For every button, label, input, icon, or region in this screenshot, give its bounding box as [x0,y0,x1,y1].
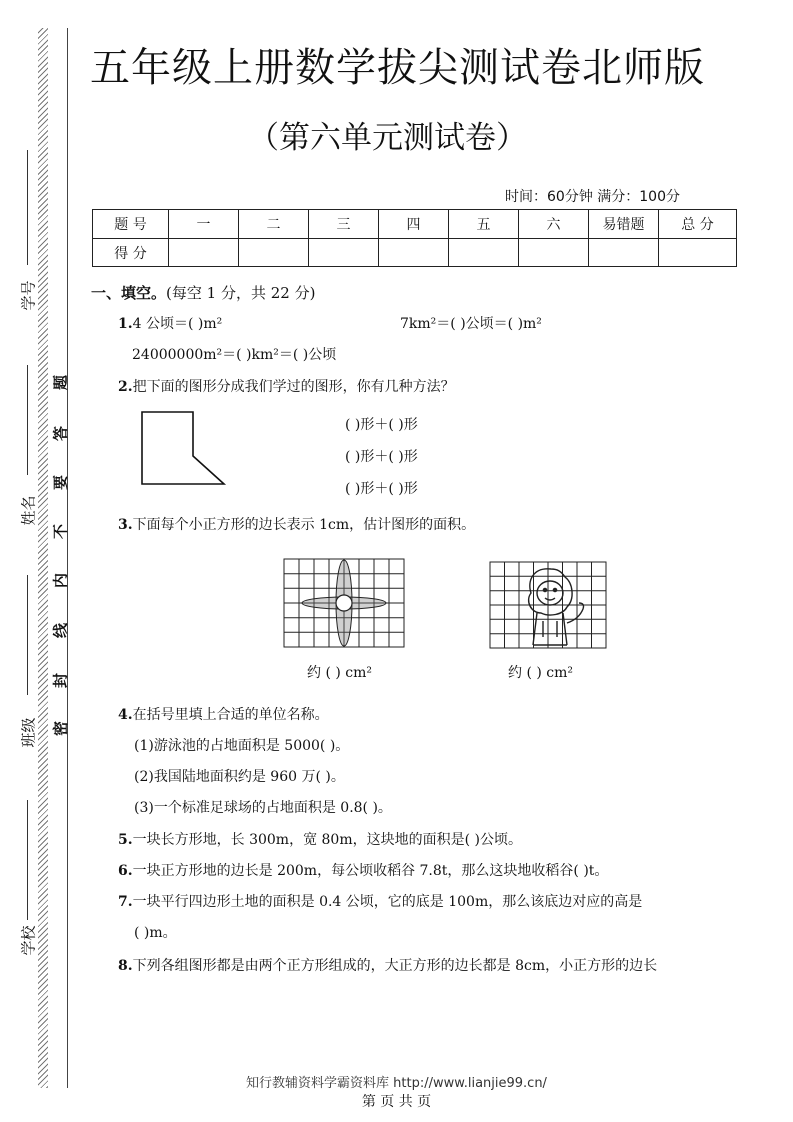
lion-face [537,581,563,605]
question-3-left-answer[interactable]: 约 ( ) cm² [307,665,373,681]
question-4-item[interactable]: (3)一个标准足球场的占地面积是 0.8( )。 [134,800,392,816]
question-number: 6. [118,863,133,879]
question-text: 在括号里填上合适的单位名称。 [132,707,329,723]
question-number: 5. [118,832,133,848]
binding-edge-line [67,28,68,1088]
seal-char: 封 [51,673,70,689]
question-text: 下列各组图形都是由两个正方形组成的，大正方形的边长都是 8cm，小正方形的边长 [132,958,658,974]
score-header-row [93,210,737,239]
question-text: 下面每个小正方形的边长表示 1cm，估计图形的面积。 [132,517,476,533]
question-2-answer-row[interactable]: ( )形＋( )形 [345,417,418,433]
school-line [27,800,28,920]
question-2-answer-row[interactable]: ( )形＋( )形 [345,481,418,497]
question-4-item[interactable]: (1)游泳池的占地面积是 5000( )。 [134,738,350,754]
score-header-cell: 题 号 [93,210,169,239]
score-header-cell: 一 [169,210,239,239]
trapezoid-shape [142,412,224,484]
seal-char: 密 [51,721,70,737]
score-input-cell[interactable] [309,239,379,267]
question-number: 4. [118,707,133,723]
student-id-label: 学号 [19,280,38,311]
question-number: 2. [118,379,133,395]
question-1-line2: 24000000m²＝( )km²＝( )公顷 [132,347,337,363]
section-title: 一、填空。 [91,284,167,302]
score-header-cell: 易错题 [589,210,659,239]
score-input-cell[interactable] [239,239,309,267]
score-table [92,209,737,267]
question-1-line1b: 7km²＝( )公顷＝( )m² [400,316,542,332]
question-text: 一块平行四边形土地的面积是 0.4 公顷，它的底是 100m，那么该底边对应的高是 [132,894,643,910]
section-heading [91,282,315,303]
cross-figure-grid [283,558,405,650]
school-label: 学校 [19,925,38,956]
score-header-cell: 二 [239,210,309,239]
question-1-line1a [118,313,222,333]
question-2-answer-row[interactable]: ( )形＋( )形 [345,449,418,465]
footer-watermark: 知行教辅资料学霸资料库 http://www.lianjie99.cn/ [246,1076,547,1091]
class-line [27,575,28,695]
name-line [27,365,28,475]
question-2 [118,376,455,396]
lion-mane [529,569,572,615]
score-input-cell[interactable] [379,239,449,267]
question-number: 3. [118,517,133,533]
seal-char: 内 [51,573,70,589]
binding-hatch [38,28,48,1088]
page-subtitle: （第六单元测试卷） [248,120,527,156]
binding-margin [0,0,80,1122]
score-header-cell: 六 [519,210,589,239]
score-value-row [93,239,737,267]
score-header-cell: 四 [379,210,449,239]
question-text: 把下面的图形分成我们学过的图形，你有几种方法？ [132,379,455,395]
question-7-continuation[interactable]: ( )m。 [134,925,177,941]
score-input-cell[interactable] [659,239,737,267]
exam-meta: 时间：60分钟 满分：100分 [505,189,680,205]
seal-char: 答 [51,426,70,442]
question-number: 8. [118,958,133,974]
score-input-cell[interactable] [449,239,519,267]
score-header-cell: 五 [449,210,519,239]
score-header-cell: 总 分 [659,210,737,239]
footer-page-number: 第 页 共 页 [361,1094,432,1110]
question-3-right-answer[interactable]: 约 ( ) cm² [508,665,574,681]
question-text: 4 公顷＝( )m² [132,316,223,332]
question-text: 一块正方形地的边长是 200m，每公顷收稻谷 7.8t，那么这块地收稻谷( )t。 [132,863,609,879]
question-4-item[interactable]: (2)我国陆地面积约是 960 万( )。 [134,769,345,785]
question-6[interactable] [118,860,608,880]
trapezoid-figure [138,408,228,488]
score-row-label: 得 分 [93,239,169,267]
score-header-cell: 三 [309,210,379,239]
score-input-cell[interactable] [589,239,659,267]
seal-char: 要 [51,475,70,491]
question-5[interactable] [118,829,522,849]
seal-char: 线 [51,623,70,639]
question-3 [118,514,475,534]
student-id-line [27,150,28,265]
center-circle [336,595,352,611]
question-8 [118,955,657,975]
page-title: 五年级上册数学拔尖测试卷北师版 [90,45,705,91]
score-input-cell[interactable] [519,239,589,267]
question-number: 1. [118,316,133,332]
section-note: (每空 1 分，共 22 分) [166,284,316,302]
question-4 [118,704,329,724]
question-number: 7. [118,894,133,910]
class-label: 班级 [19,717,38,748]
question-7 [118,891,642,911]
score-input-cell[interactable] [169,239,239,267]
lion-figure-grid [489,561,607,651]
name-label: 姓名 [19,495,38,526]
seal-char: 题 [51,375,70,391]
question-text: 一块长方形地，长 300m，宽 80m，这块地的面积是( )公顷。 [132,832,522,848]
seal-char: 不 [51,524,70,540]
